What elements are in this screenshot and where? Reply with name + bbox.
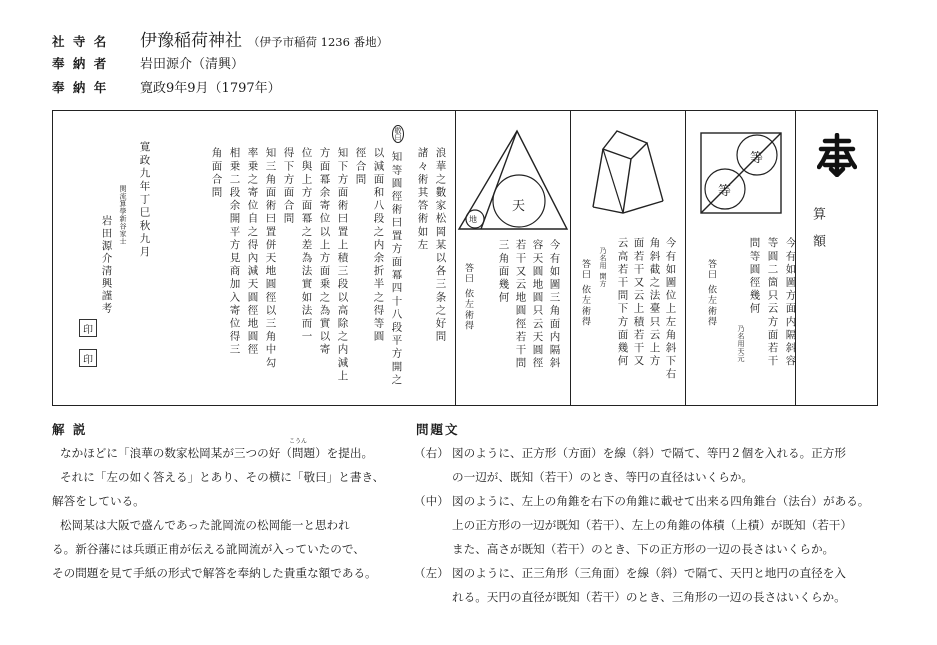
preface-line: 浪華之數家松岡某以各三条之好問 [434,147,447,344]
problem-left-line: れる。天円の直径が既知（若干）のとき、三角形の一辺の長さはいくらか。 [452,590,846,604]
method-line: 徑合問 [354,147,367,187]
problem-middle-line: 今有如圖位上左角斜下右 [664,237,677,382]
problem-left-line: 容天圓地圓只云天圓徑 [531,239,544,370]
equal-circle-label: 等 [718,184,732,199]
shrine-label: 社 寺 名 [52,34,109,49]
commentary-line: 解答をしている。 [52,494,145,508]
method-line: 得下方面合問 [282,147,295,226]
equal-circle-label: 等 [750,151,764,166]
commentary-title: 解 説 [52,422,88,437]
problem-middle-line: 上の正方形の一辺が既知（若干）、左上の角錐の体積（上積）が既知（若干） [452,518,852,532]
method-line: 相乗二段余開平方見商加入寄位得三 [228,147,241,357]
problem-middle-line: また、高さが既知（若干）のとき、下の正方形の一辺の長さはいくらか。 [452,542,835,556]
problem-left-line: 若干又云地圓徑若干問 [514,239,527,370]
year-value: 寛政9年9月（1797年） [140,81,281,96]
problem-right-line: 問等圓徑幾何 [748,237,761,316]
problem-middle-line: 云高若干問下方面幾何 [616,237,629,368]
answer-middle: 答曰 依左術得 [580,259,590,328]
problem-middle-note: 乃名用 開方 [599,247,607,288]
commentary-line: それに「左の如く答える」とあり、その横に「敬曰」と書き、 [60,470,385,484]
method-line: 位與上方面冪之差為法實如法而一 [300,147,313,344]
tablet-transcription [52,110,878,406]
donor-name: 岩田源介（清興） [140,57,245,72]
seal-stamp: 印 [79,319,97,337]
problem-left-label: （左） [414,566,449,580]
divider [455,111,456,405]
preface-line: 諸々術其答術如左 [416,147,429,252]
problem-right-text [414,445,846,461]
method-line: 以減面和八段之内余折半之得等圓 [372,147,385,344]
method-mark: 敬曰 [394,127,402,141]
answer-left: 答曰 依左術得 [463,263,473,332]
problem-middle-line: 図のように、左上の角錐を右下の角錐に載せて出来る四角錐台（法台）がある。 [452,494,870,508]
sangaku-emblem-icon [817,133,857,181]
problem-right-label: （右） [414,446,449,460]
problem-right-line: の一辺が、既知（若干）のとき、等円の直径はいくらか。 [452,470,753,484]
divider [570,111,571,405]
problem-middle-line: 面若干又云上積若干又 [632,237,645,368]
commentary-line: なかほどに「浪華の数家松岡某が三つの好（問題）を提出。 [60,446,374,460]
shrine-address: （伊予市稲荷 1236 番地） [248,35,389,49]
ruby-text: こうん [289,438,308,445]
method-line: 知三角面術曰置併天地圓徑以三角中勾 [264,147,277,370]
method-line: 率乗之寄位自之得內減天圓徑地圓徑 [246,147,259,357]
divider [685,111,686,405]
square-circles-figure [699,131,785,221]
year-label: 奉 納 年 [52,80,109,95]
frustum-figure [589,127,673,223]
method-line: 角面合問 [210,147,223,200]
seal-stamp: 印 [79,349,97,367]
tablet-date: 寛政九年丁巳秋九月 [138,141,151,259]
answer-right: 答曰 依左術得 [706,259,716,328]
problem-middle-line: 角斜截之法臺只云上方 [648,237,661,368]
problem-right-line: 今有如圖方面内隔斜容 [784,237,797,368]
donor-row [52,53,244,72]
problem-left-line: 三角面幾何 [497,239,510,305]
donor-label: 奉 納 者 [52,56,109,71]
earth-circle-label: 地 [469,215,477,224]
commentary-line: 松岡某は大阪で盛んであった訛岡流の松岡能一と思われ [60,518,350,532]
shrine-row [52,26,388,51]
commentary-line: る。新谷藩には兵頭正甫が伝える訛岡流が入っていたので、 [52,542,365,556]
problem-right-line: 等圓二箇只云方面若干 [766,237,779,368]
problem-middle-text [414,493,869,509]
problem-left-line: 今有如圖三角面内隔斜 [548,239,561,370]
method-line: 知下方面術曰置上積三段以高除之内減上 [336,147,349,383]
problem-right-line: 図のように、正方形（方面）を線（斜）で隔て、等円２個を入れる。正方形 [452,446,846,460]
problem-right-note: 乃名用天元 [737,325,745,363]
commentary-line: その問題を見て手紙の形式で解答を奉納した貴重な額である。 [52,566,377,580]
tablet-signature: 岩田源介清興謹考 [100,215,113,315]
heaven-circle-label: 天 [512,199,526,214]
method-line: 知等圓徑術曰置方面冪四十八段平方開之 [390,151,403,387]
problem-middle-label: （中） [414,494,449,508]
tablet-title: 算額 [810,207,825,261]
problems-title: 問題文 [416,422,460,437]
method-line: 方面冪余寄位以上方面乗之為實以寄 [318,147,331,357]
problem-left-text [414,565,846,581]
tablet-school: 関流算學新谷家士 [119,185,127,245]
year-row [52,77,281,96]
shrine-name: 伊豫稲荷神社 [140,31,242,51]
problem-left-line: 図のように、正三角形（三角面）を線（斜）で隔て、天円と地円の直径を入 [452,566,846,580]
